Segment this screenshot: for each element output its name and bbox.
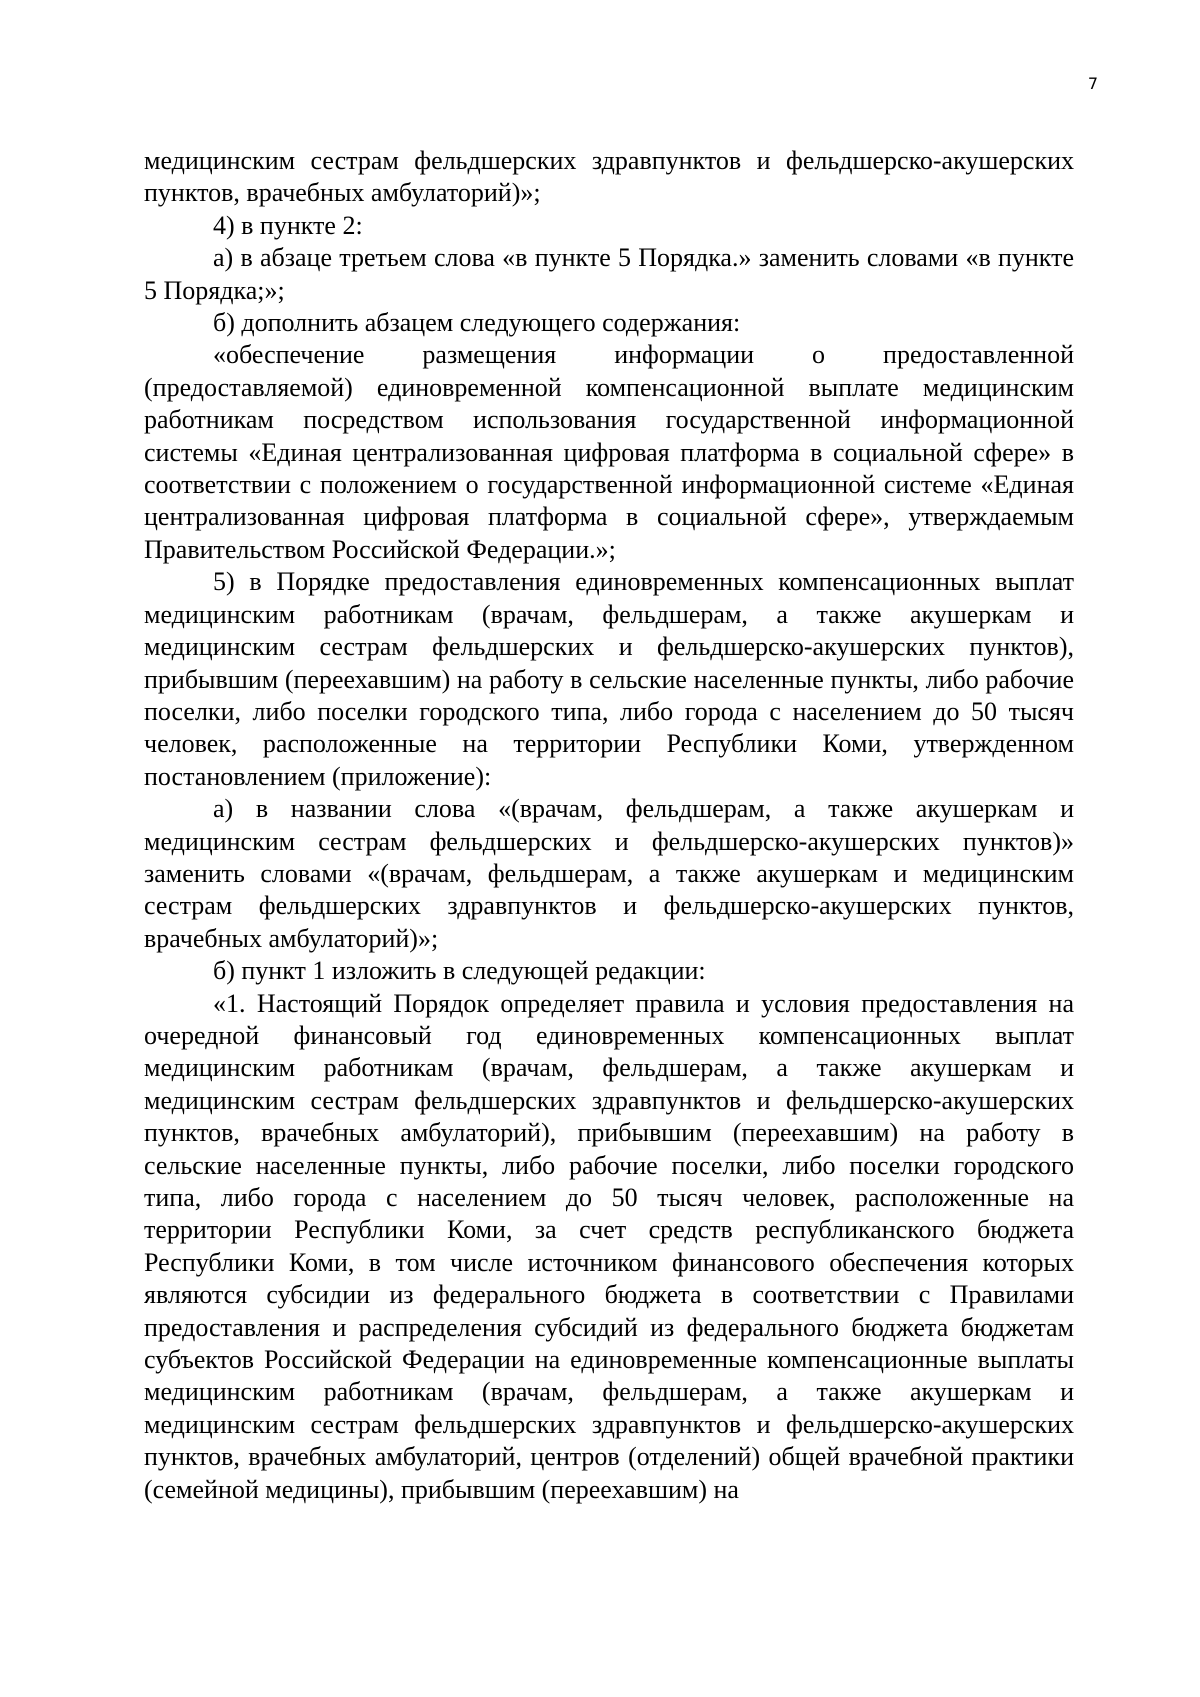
paragraph-item-4: 4) в пункте 2: — [213, 210, 363, 240]
paragraph-item-4b: б) дополнить абзацем следующего содержания: — [213, 308, 741, 338]
paragraph-continuation: медицинским сестрам фельдшерских здравпунктов и фельдшерско-акушерских пунктов, врачебных амбулаторий)»; — [144, 146, 1074, 208]
paragraph-item-5: 5) в Порядке предоставления единовременных компенсационных выплат медицинским работникам (врачам, фельдшерам, а также акушеркам и медицинским сестрам фельдшерских и фельдшерско-акушерских пунктов), прибывшим (переехавшим) на работу в сельские населенные пункты, либо рабочие поселки, либо поселки городского типа, либо города с населением до 50 тысяч человек, расположенные на территории Республики Коми, утвержденном постановлением (приложение): — [144, 567, 1074, 791]
paragraph-item-5b: б) пункт 1 изложить в следующей редакции: — [213, 956, 706, 986]
page-number: 7 — [1087, 74, 1098, 93]
document-body — [144, 145, 1074, 1506]
paragraph-quoted-addition: «обеспечение размещения информации о предоставленной (предоставляемой) единовременной компенсационной выплате медицинским работникам посредством использования государственной информационной системы «Единая централизованная цифровая платформа в социальной сфере» в соответствии с положением о государственной информационной системе «Единая централизованная цифровая платформа в социальной сфере», утверждаемым Правительством Российской Федерации.»; — [144, 340, 1074, 564]
paragraph-item-5a: а) в названии слова «(врачам, фельдшерам, а также акушеркам и медицинским сестрам фельдшерских и фельдшерско-акушерских пунктов)» заменить словами «(врачам, фельдшерам, а также акушеркам и медицинским сестрам фельдшерских здравпунктов и фельдшерско-акушерских пунктов, врачебных амбулаторий)»; — [144, 794, 1074, 953]
paragraph-quoted-point-1: «1. Настоящий Порядок определяет правила и условия предоставления на очередной финансовый год единовременных компенсационных выплат медицинским работникам (врачам, фельдшерам, а также акушеркам и медицинским сестрам фельдшерских здравпунктов и фельдшерско-акушерских пунктов, врачебных амбулаторий), прибывшим (переехавшим) на работу в сельские населенные пункты, либо рабочие поселки, либо поселки городского типа, либо города с населением до 50 тысяч человек, расположенные на территории Республики Коми, за счет средств республиканского бюджета Республики Коми, в том числе источником финансового обеспечения которых являются субсидии из федерального бюджета в соответствии с Правилами предоставления и распределения субсидий из федерального бюджета бюджетам субъектов Российской Федерации на единовременные компенсационные выплаты медицинским работникам (врачам, фельдшерам, а также акушеркам и медицинским сестрам фельдшерских здравпунктов и фельдшерско-акушерских пунктов, врачебных амбулаторий, центров (отделений) общей врачебной практики (семейной медицины), прибывшим (переехавшим) на — [144, 988, 1074, 1504]
paragraph-item-4a: а) в абзаце третьем слова «в пункте 5 Порядка.» заменить словами «в пункте 5 Порядка;»; — [144, 243, 1074, 305]
